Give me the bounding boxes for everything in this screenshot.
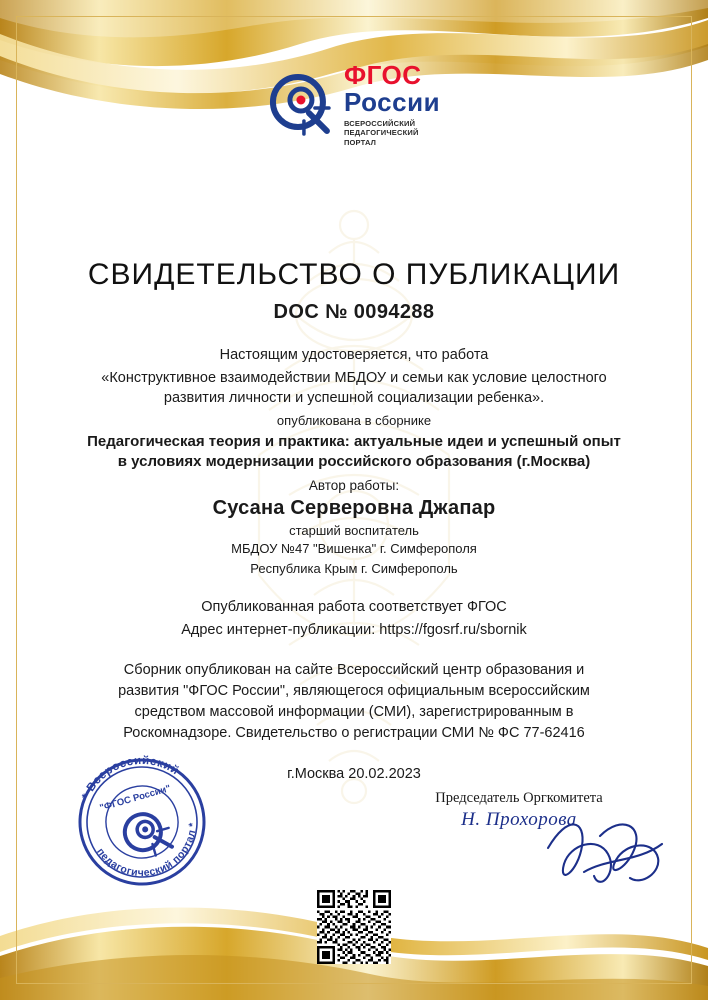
logo-line-1: ФГОС (343, 60, 422, 90)
logo-subtitle-line-2: ПЕДАГОГИЧЕСКИЙ (343, 128, 419, 138)
signature-block (404, 790, 634, 831)
svg-text:* Всероссийский: * Всероссийский (80, 754, 181, 802)
signature-name: Н. Прохорова (461, 809, 577, 830)
signature-title: Председатель Оргкомитета (435, 790, 603, 806)
publication-url[interactable]: Адрес интернет-публикации: https://fgosrf.ru/sbornik (181, 621, 527, 638)
work-title: «Конструктивное взаимодействии МБДОУ и семьи как условие целостного развития личности и успешной социализации ребенка». (101, 370, 607, 406)
document-number: DOC № 0094288 (273, 300, 435, 323)
place-and-date: г.Москва 20.02.2023 (287, 765, 421, 782)
collection-title: Педагогическая теория и практика: актуальные идеи и успешный опыт в условиях модернизации российского образования (г.Москва) (87, 432, 621, 470)
svg-text:"ФГОС России": "ФГОС России" (98, 783, 172, 814)
svg-text:педагогический портал *: педагогический портал * (94, 822, 200, 880)
logo-line-2: России (343, 87, 441, 117)
legal-note: Сборник опубликован на сайте Всероссийский центр образования и развития "ФГОС России", являющегося официальным всероссийским средством массовой информации (СМИ), зарегистрированным в Роскомнадзоре. Свидетельство о регистрации СМИ № ФС 77-62416 (118, 661, 590, 741)
logo-subtitle-line-3: ПОРТАЛ (343, 137, 377, 147)
qr-code (317, 890, 391, 964)
logo-subtitle-line-1: ВСЕРОССИЙСКИЙ (343, 119, 416, 128)
certificate-content (84, 258, 624, 782)
fgos-compliance-note: Опубликованная работа соответствует ФГОС (201, 599, 507, 616)
certificate-title: СВИДЕТЕЛЬСТВО О ПУБЛИКАЦИИ (87, 258, 621, 291)
author-organization: МБДОУ №47 "Вишенка" г. Симферополя (231, 541, 477, 557)
author-position: старший воспитатель (289, 523, 419, 539)
author-label: Автор работы: (308, 478, 400, 494)
logo-subtitle (344, 119, 440, 147)
fgos-logo-icon (268, 72, 334, 138)
published-in-label: опубликована в сборнике (276, 413, 432, 429)
certify-intro: Настоящим удостоверяется, что работа (219, 346, 489, 363)
author-name: Сусана Серверовна Джапар (212, 497, 496, 520)
fgos-logo (268, 62, 440, 147)
author-region: Республика Крым г. Симферополь (250, 560, 458, 576)
